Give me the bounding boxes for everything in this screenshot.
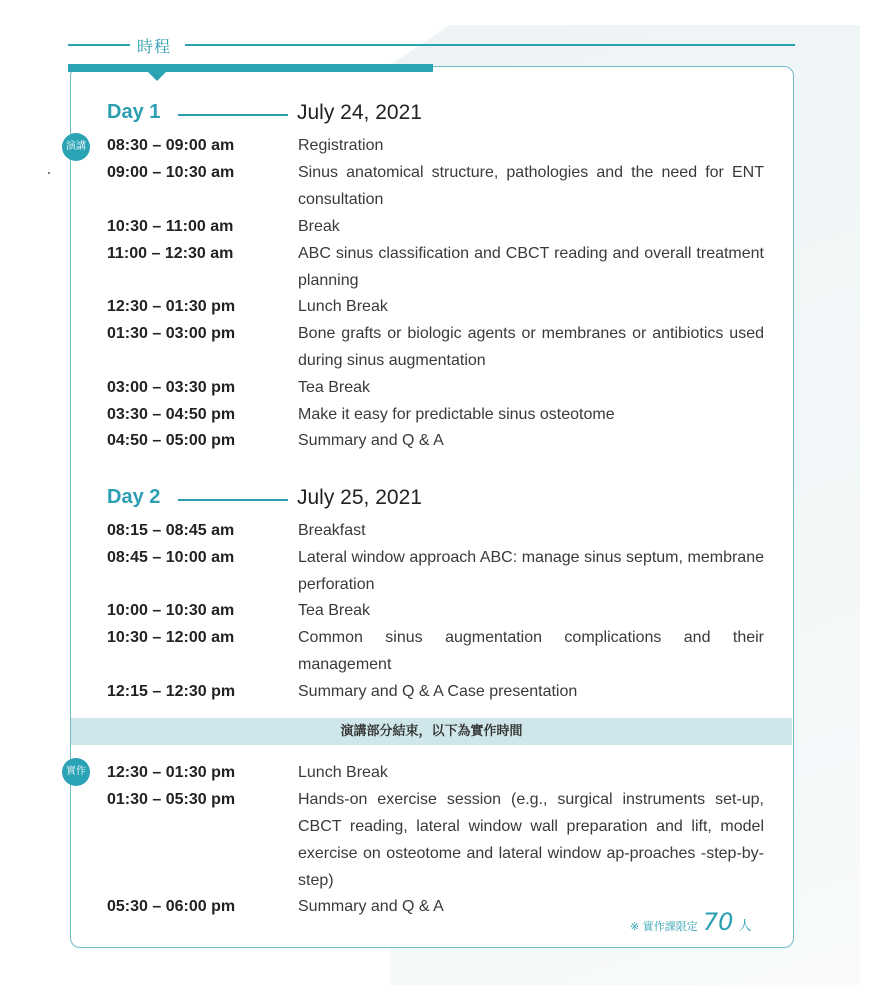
time-slot: 12:30 – 01:30 pm (107, 764, 236, 781)
time-slot: 08:30 – 09:00 am (107, 137, 235, 154)
time-slot: 10:00 – 10:30 am (107, 602, 235, 619)
time-slot: 10:30 – 11:00 am (107, 218, 234, 235)
session-desc: Make it easy for predictable sinus osteotome (298, 406, 615, 423)
header-rule-right (185, 44, 795, 46)
session-desc: ABC sinus classification and CBCT reading and overall treatment planning (298, 245, 764, 289)
time-slot: 05:30 – 06:00 pm (107, 898, 236, 915)
header-notch (148, 72, 166, 81)
time-slot: 08:45 – 10:00 am (107, 549, 235, 566)
capacity-note-prefix: ※ 實作課限定 (630, 920, 698, 933)
stray-dot (48, 172, 50, 174)
time-slot: 12:30 – 01:30 pm (107, 298, 236, 315)
session-desc: Lunch Break (298, 764, 388, 781)
session-desc: Break (298, 218, 340, 235)
time-slot: 03:30 – 04:50 pm (107, 406, 236, 423)
time-slot: 10:30 – 12:00 am (107, 629, 235, 646)
time-slot: 01:30 – 03:00 pm (107, 325, 236, 342)
time-slot: 04:50 – 05:00 pm (107, 432, 236, 449)
session-desc: Summary and Q & A (298, 898, 444, 915)
day-1-rule (178, 114, 288, 116)
session-desc: Bone grafts or biologic agents or membranes or antibiotics used during sinus augmentation (298, 325, 764, 369)
time-slot: 09:00 – 10:30 am (107, 164, 235, 181)
day-2-label: Day 2 (107, 486, 161, 508)
header-accent-bar (68, 64, 433, 72)
time-slot: 08:15 – 08:45 am (107, 522, 235, 539)
session-desc: Hands-on exercise session (e.g., surgical instruments set-up, CBCT reading, lateral window wall preparation and lift, model exercise on osteotome and lateral window ap-proaches -step-by-step) (298, 791, 764, 889)
session-desc: Common sinus augmentation complications and their management (298, 629, 764, 673)
session-desc: Summary and Q & A Case presentation (298, 683, 578, 700)
session-desc: Breakfast (298, 522, 366, 539)
time-slot: 01:30 – 05:30 pm (107, 791, 236, 808)
day-1-label: Day 1 (107, 101, 161, 123)
session-desc: Registration (298, 137, 384, 154)
practice-badge: 實作 (62, 758, 90, 786)
time-slot: 03:00 – 03:30 pm (107, 379, 236, 396)
session-desc: Summary and Q & A (298, 432, 444, 449)
capacity-number: 70 (702, 908, 734, 936)
lecture-badge: 演講 (62, 133, 90, 161)
header-rule-left (68, 44, 130, 46)
time-slot: 11:00 – 12:30 am (107, 245, 234, 262)
session-desc: Sinus anatomical structure, pathologies and the need for ENT consultation (298, 164, 764, 208)
section-title: 時程 (137, 37, 172, 56)
session-desc: Tea Break (298, 379, 371, 396)
session-desc: Lateral window approach ABC: manage sinus septum, membrane perforation (298, 549, 764, 593)
time-slot: 12:15 – 12:30 pm (107, 683, 236, 700)
capacity-note (630, 908, 751, 936)
day-2-rule (178, 499, 288, 501)
session-desc: Tea Break (298, 602, 371, 619)
section-divider-banner: 演講部分結束，以下為實作時間 (71, 718, 792, 745)
capacity-unit: 人 (738, 919, 752, 934)
day-2-date: July 25, 2021 (297, 486, 422, 509)
day-1-date: July 24, 2021 (297, 101, 422, 124)
session-desc: Lunch Break (298, 298, 388, 315)
